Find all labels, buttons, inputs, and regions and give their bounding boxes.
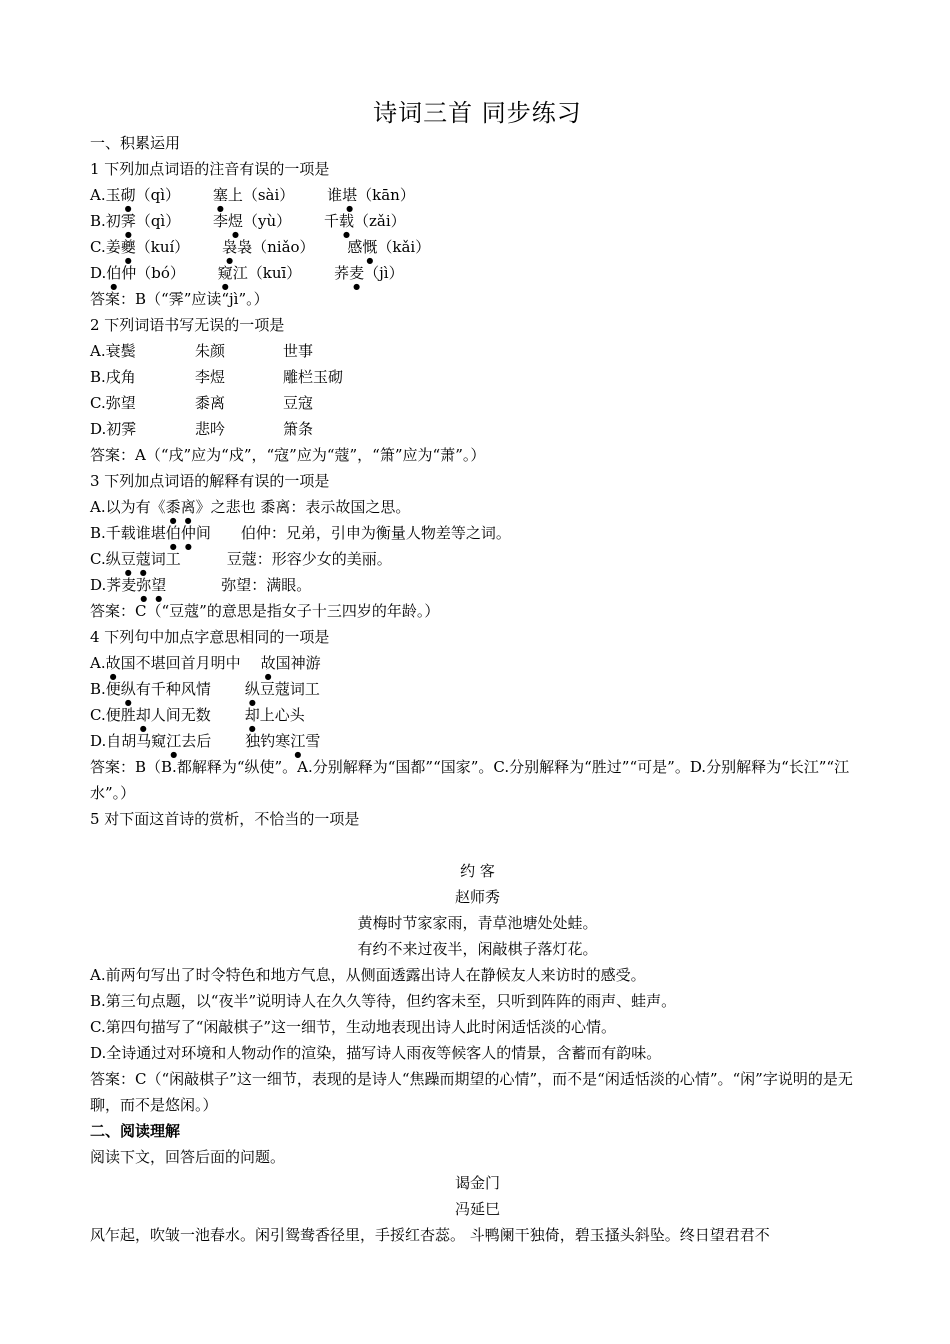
option-line: D.初霁 悲吟 箫条 xyxy=(90,420,314,438)
question-stem: 5 对下面这首诗的赏析，不恰当的一项是 xyxy=(90,810,360,828)
option-line: D.伯仲（bó） 窥江（kuī） 荞麦（jì） xyxy=(90,264,404,282)
option-line: B.千载谁堪伯仲间 伯仲：兄弟，引申为衡量人物差等之词。 xyxy=(90,524,511,542)
option-line: A.玉砌（qì） 塞上（sài） 谁堪（kān） xyxy=(90,186,415,204)
option-line: B.便纵有千种风情 纵豆蔻词工 xyxy=(90,680,320,698)
option-line: A.前两句写出了时令特色和地方气息，从侧面透露出诗人在静候友人来访时的感受。 xyxy=(90,966,646,984)
option-line: A.故国不堪回首月明中 故国神游 xyxy=(90,654,321,672)
option-line: C.纵豆蔻词工 豆蔻：形容少女的美丽。 xyxy=(90,550,392,568)
option-line: C.第四句描写了“闲敲棋子”这一细节，生动地表现出诗人此时闲适恬淡的心情。 xyxy=(90,1018,617,1036)
poem-line: 黄梅时节家家雨，青草池塘处处蛙。 xyxy=(357,914,598,932)
poem-author: 冯延巳 xyxy=(454,1200,500,1218)
poem-title: 谒金门 xyxy=(454,1174,500,1192)
option-line: D.荠麦弥望 弥望：满眼。 xyxy=(90,576,312,594)
option-line: D.自胡马窥江去后 独钓寒江雪 xyxy=(90,732,321,750)
answer-line: 答案：B（“霁”应读“jì”。） xyxy=(90,290,269,308)
option-line: B.戌角 李煜 雕栏玉砌 xyxy=(90,368,344,386)
section-heading: 二、阅读理解 xyxy=(90,1122,181,1140)
option-line: A.以为有《黍离》之悲也 黍离：表示故国之思。 xyxy=(90,498,411,516)
question-stem: 4 下列句中加点字意思相同的一项是 xyxy=(90,628,330,646)
question-stem: 3 下列加点词语的解释有误的一项是 xyxy=(90,472,330,490)
page-title: 诗词三首 同步练习 xyxy=(373,99,582,127)
question-stem: 1 下列加点词语的注音有误的一项是 xyxy=(90,160,330,178)
option-line: B.第三句点题，以“夜半”说明诗人在久久等待，但约客未至，只听到阵阵的雨声、蛙声。 xyxy=(90,992,677,1010)
section-heading: 一、积累运用 xyxy=(90,134,181,152)
option-line: D.全诗通过对环境和人物动作的渲染，描写诗人雨夜等候客人的情景，含蓄而有韵味。 xyxy=(90,1044,662,1062)
answer-line: 答案：A（“戌”应为“戍”，“寇”应为“蔻”，“箫”应为“萧”。） xyxy=(90,446,486,464)
answer-line: 答案：C（“闲敲棋子”这一细节，表现的是诗人“焦躁而期望的心情”，而不是“闲适恬淡的心情”。“闲”字说明的是无聊，而不是悠闲。） xyxy=(90,1070,853,1114)
answer-line: 答案：C（“豆蔻”的意思是指女子十三四岁的年龄。） xyxy=(90,602,440,620)
poem-title: 约 客 xyxy=(460,862,495,880)
answer-line: 答案：B（B.都解释为“纵使”。A.分别解释为“国都”“国家”。C.分别解释为“胜过”“可是”。D.分别解释为“长江”“江水”。） xyxy=(90,758,850,802)
reading-intro: 阅读下文，回答后面的问题。 xyxy=(90,1148,286,1166)
option-line: C.姜夔（kuí） 袅袅（niǎo） 感慨（kǎi） xyxy=(90,238,431,256)
poem-line: 有约不来过夜半，闲敲棋子落灯花。 xyxy=(357,940,598,958)
option-line: C.便胜却人间无数 却上心头 xyxy=(90,706,305,724)
option-line: A.衰鬓 朱颜 世事 xyxy=(90,342,314,360)
poem-author: 赵师秀 xyxy=(454,888,500,906)
question-stem: 2 下列词语书写无误的一项是 xyxy=(90,316,285,334)
document-page xyxy=(90,96,865,1248)
option-line: C.弥望 黍离 豆寇 xyxy=(90,394,314,412)
option-line: B.初霁（qì） 李煜（yù） 千载（zǎi） xyxy=(90,212,406,230)
poem-text: 风乍起，吹皱一池春水。闲引鸳鸯香径里，手挼红杏蕊。 斗鸭阑干独倚，碧玉搔头斜坠。终日望君君不 xyxy=(90,1226,770,1244)
